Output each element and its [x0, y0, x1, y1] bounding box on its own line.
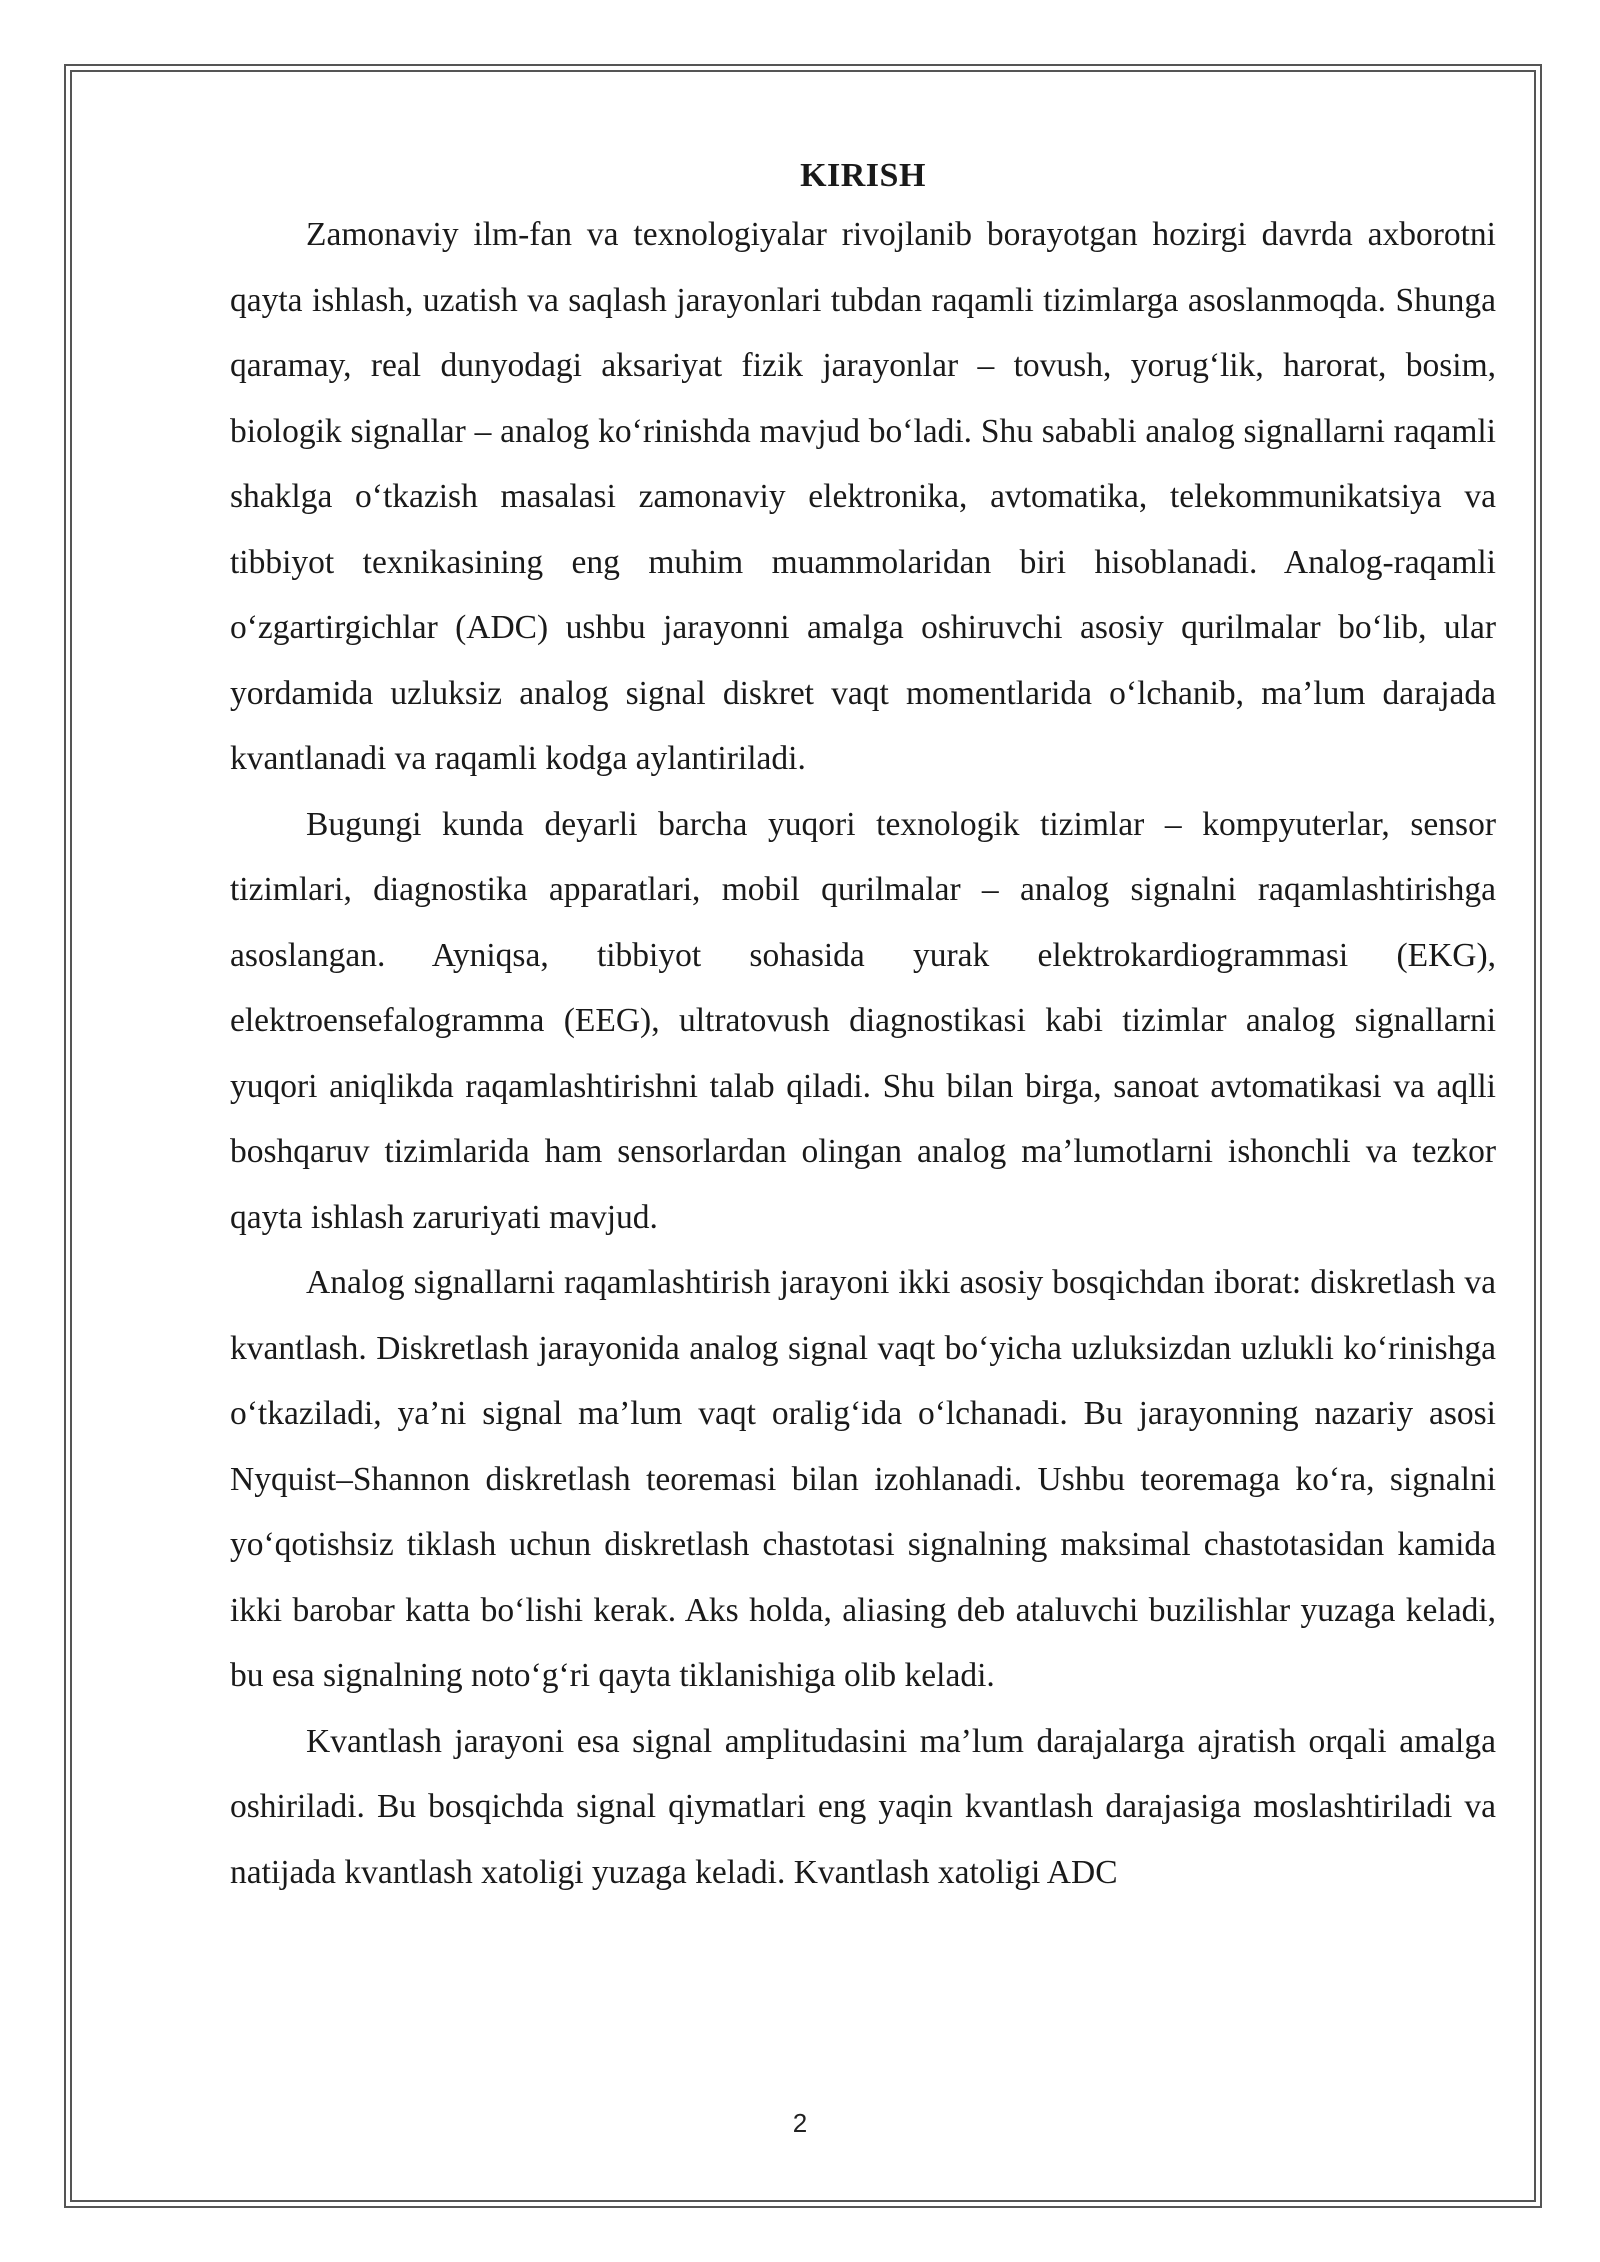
document-body [230, 150, 1496, 1905]
paragraph-1: Zamonaviy ilm-fan va texnologiyalar rivojlanib borayotgan hozirgi davrda axborotni qayta ishlash, uzatish va saqlash jarayonlari tubdan raqamli tizimlarga asoslanmoqda. Shunga qaramay, real dunyodagi aksariyat fizik jarayonlar – tovush, yorug‘lik, harorat, bosim, biologik signallar – analog ko‘rinishda mavjud bo‘ladi. Shu sababli analog signallarni raqamli shaklga o‘tkazish masalasi zamonaviy elektronika, avtomatika, telekommunikatsiya va tibbiyot texnikasining eng muhim muammolaridan biri hisoblanadi. Analog-raqamli o‘zgartirgichlar (ADC) ushbu jarayonni amalga oshiruvchi asosiy qurilmalar bo‘lib, ular yordamida uzluksiz analog signal diskret vaqt momentlarida o‘lchanib, ma’lum darajada kvantlanadi va raqamli kodga aylantiriladi. [230, 216, 1496, 777]
paragraph-3: Analog signallarni raqamlashtirish jarayoni ikki asosiy bosqichdan iborat: diskretlash va kvantlash. Diskretlash jarayonida analog signal vaqt bo‘yicha uzluksizdan uzlukli ko‘rinishga o‘tkaziladi, ya’ni signal ma’lum vaqt oralig‘ida o‘lchanadi. Bu jarayonning nazariy asosi Nyquist–Shannon diskretlash teoremasi bilan izohlanadi. Ushbu teoremaga ko‘ra, signalni yo‘qotishsiz tiklash uchun diskretlash chastotasi signalning maksimal chastotasidan kamida ikki barobar katta bo‘lishi kerak. Aks holda, aliasing deb ataluvchi buzilishlar yuzaga keladi, bu esa signalning noto‘g‘ri qayta tiklanishiga olib keladi. [230, 1264, 1496, 1694]
paragraph-2: Bugungi kunda deyarli barcha yuqori texnologik tizimlar – kompyuterlar, sensor tizimlari, diagnostika apparatlari, mobil qurilmalar – analog signalni raqamlashtirishga asoslangan. Ayniqsa, tibbiyot sohasida yurak elektrokardiogrammasi (EKG), elektroensefalogramma (EEG), ultratovush diagnostikasi kabi tizimlar analog signallarni yuqori aniqlikda raqamlashtirishni talab qiladi. Shu bilan birga, sanoat avtomatikasi va aqlli boshqaruv tizimlarida ham sensorlardan olingan analog ma’lumotlarni ishonchli va tezkor qayta ishlash zaruriyati mavjud. [230, 805, 1496, 1236]
paragraph-4: Kvantlash jarayoni esa signal amplitudasini ma’lum darajalarga ajratish orqali amalga oshiriladi. Bu bosqichda signal qiymatlari eng yaqin kvantlash darajasiga moslashtiriladi va natijada kvantlash xatoligi yuzaga keladi. Kvantlash xatoligi ADC [230, 1722, 1496, 1891]
page-number: 2 [792, 2108, 808, 2138]
section-title: KIRISH [800, 157, 926, 194]
